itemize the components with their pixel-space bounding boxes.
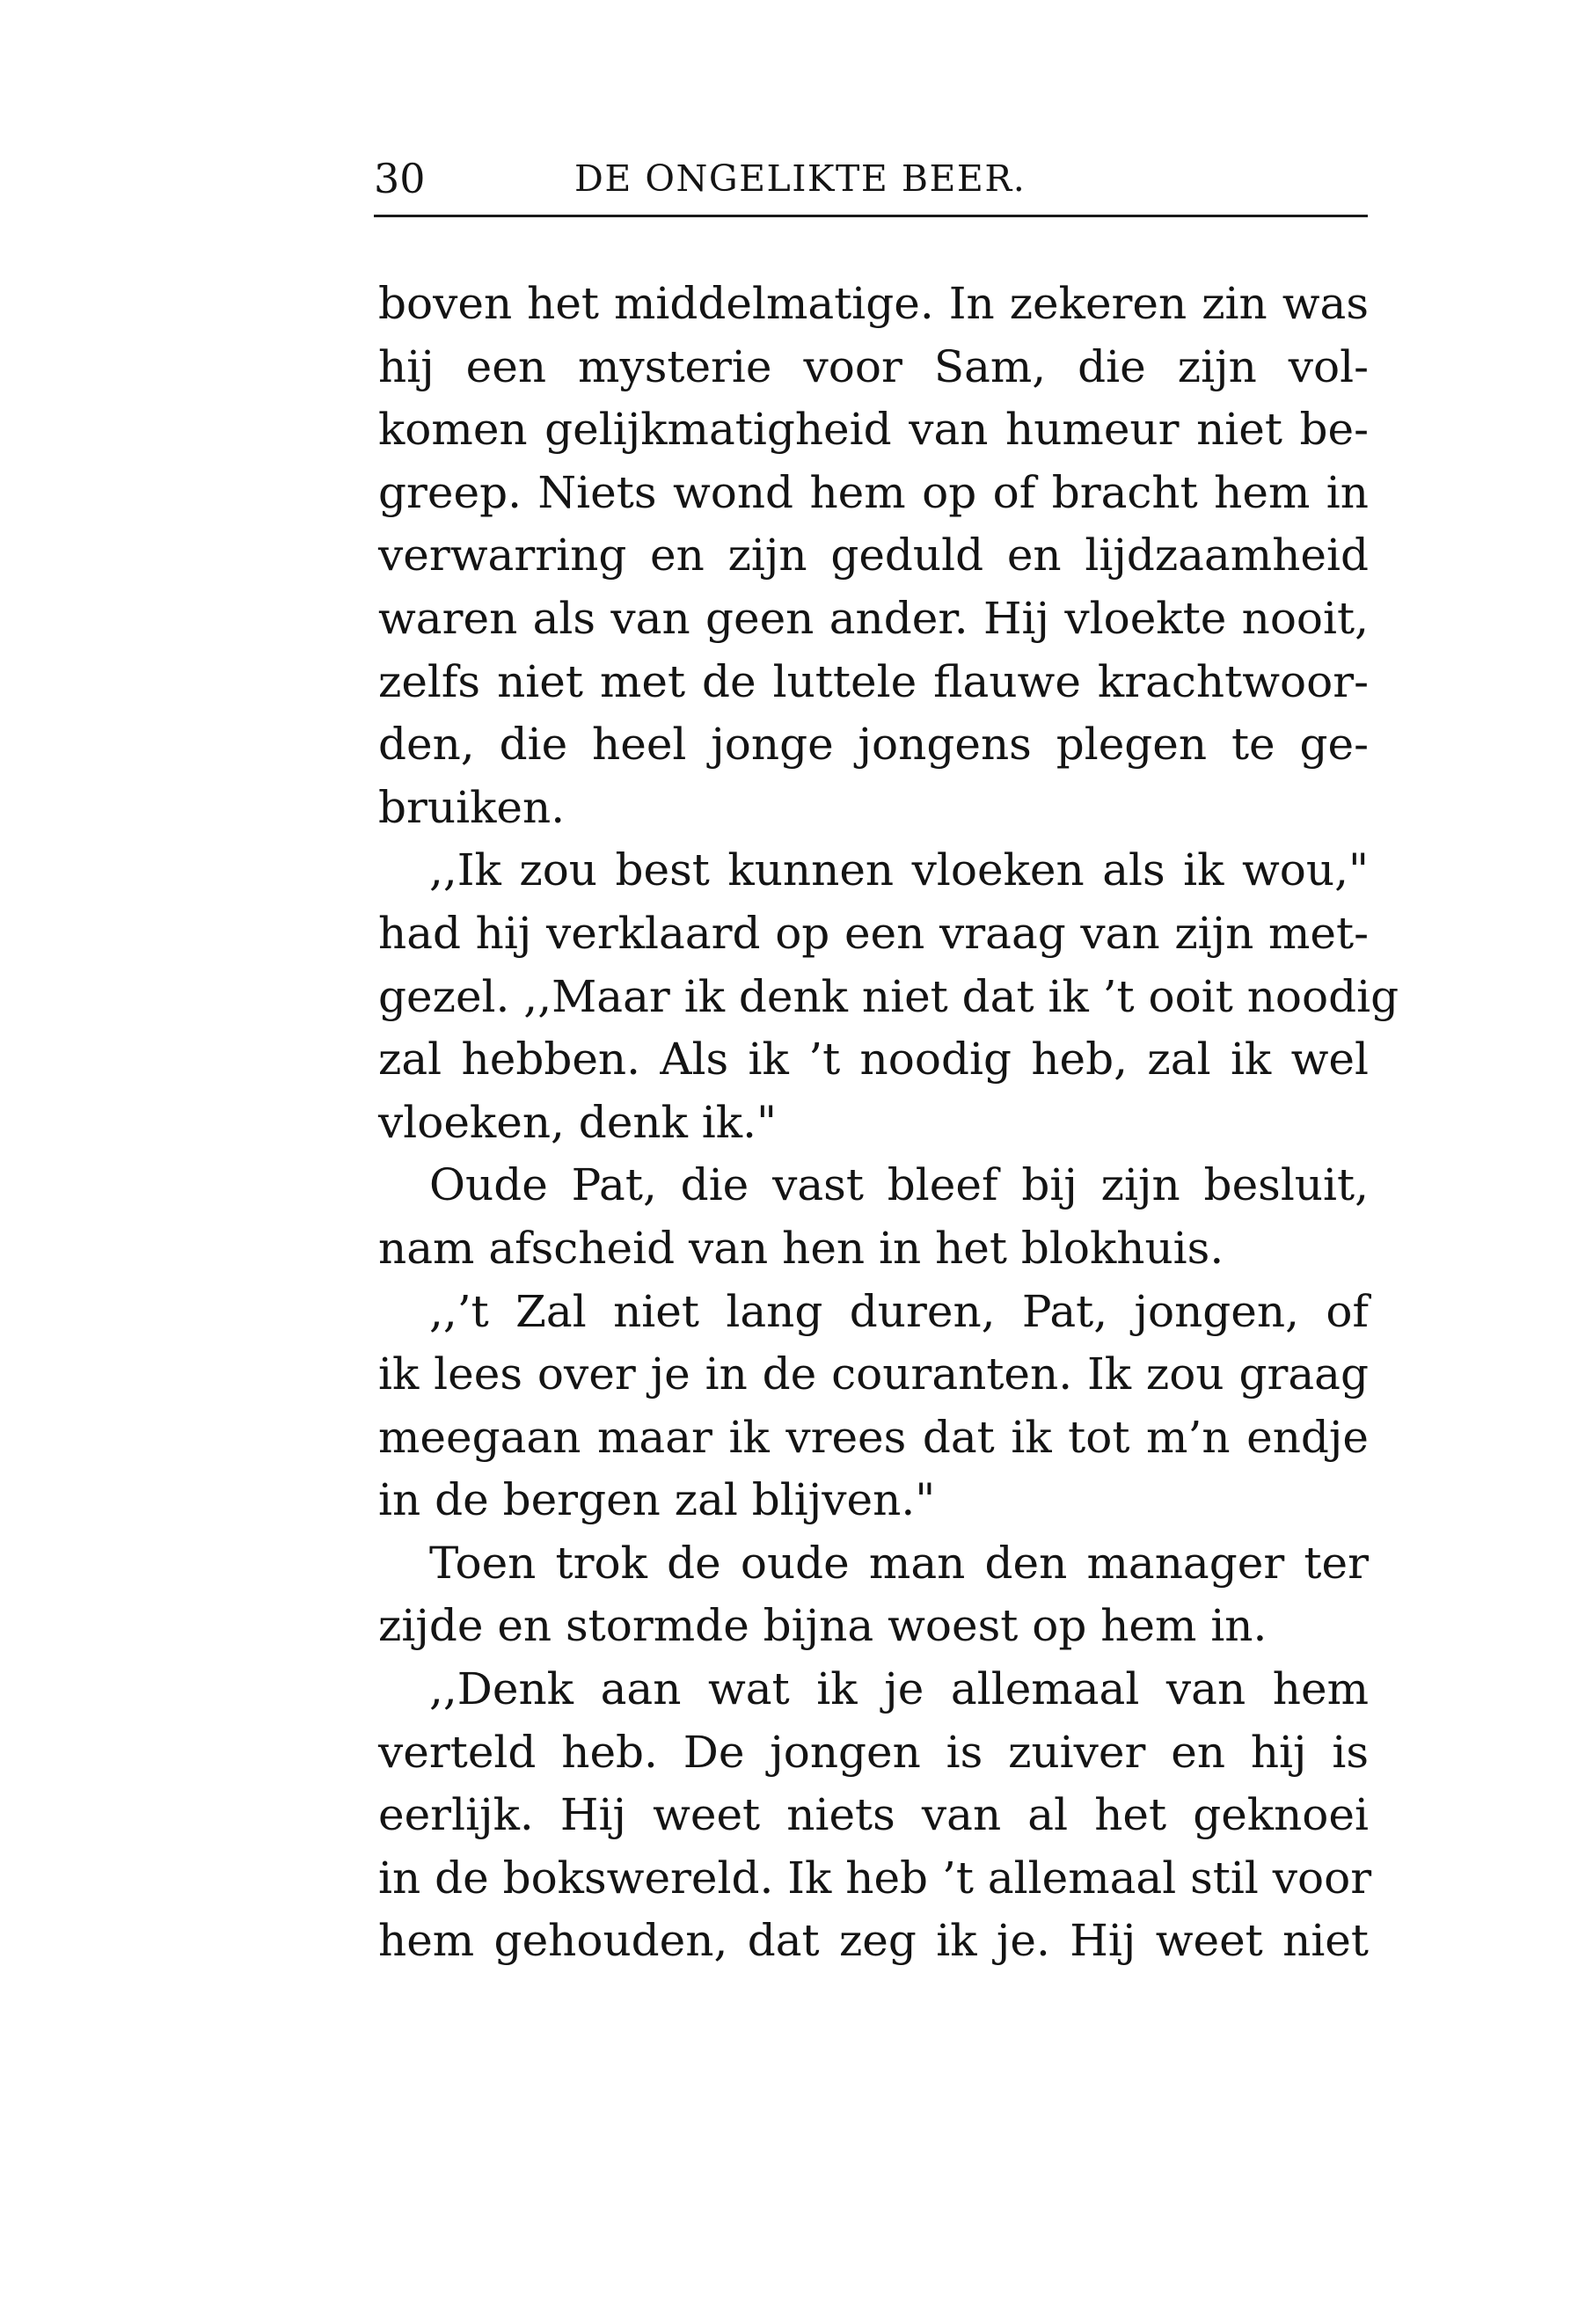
- running-title: DE ONGELIKTE BEER.: [574, 157, 1026, 200]
- text-line: verwarring en zijn geduld en lijdzaamheid: [378, 530, 1369, 581]
- text-line: had hij verklaard op een vraag van zijn met-: [378, 907, 1369, 959]
- text-line: Oude Pat, die vast bleef bij zijn besluit,: [429, 1159, 1369, 1211]
- text-line: meegaan maar ik vrees dat ik tot m’n endje: [378, 1411, 1369, 1463]
- text-line: greep. Niets wond hem op of bracht hem in: [378, 466, 1369, 518]
- body-text: [378, 273, 1399, 1973]
- text-line: eerlijk. Hij weet niets van al het geknoei: [378, 1789, 1369, 1841]
- text-line: zelfs niet met de luttele flauwe krachtwoor-: [378, 655, 1369, 707]
- text-line: boven het middelmatige. In zekeren zin was: [378, 278, 1369, 329]
- text-line: verteld heb. De jongen is zuiver en hij is: [378, 1726, 1369, 1778]
- text-line: ik lees over je in de couranten. Ik zou graag: [378, 1348, 1369, 1400]
- text-line: nam afscheid van hen in het blokhuis.: [378, 1222, 1224, 1274]
- text-line: in de bokswereld. Ik heb ’t allemaal stil voor: [378, 1852, 1372, 1904]
- text-line: ,,’t Zal niet lang duren, Pat, jongen, of: [429, 1285, 1369, 1337]
- text-line: zal hebben. Als ik ’t noodig heb, zal ik wel: [378, 1034, 1369, 1085]
- text-line: bruiken.: [378, 781, 566, 833]
- text-line: zijde en stormde bijna woest op hem in.: [378, 1600, 1268, 1652]
- text-line: hij een mysterie voor Sam, die zijn vol-: [378, 340, 1369, 392]
- page-header: [374, 148, 1372, 216]
- page-number: 30: [374, 155, 426, 202]
- header-rule: [374, 215, 1368, 217]
- text-line: Toen trok de oude man den manager ter: [429, 1537, 1369, 1589]
- text-line: waren als van geen ander. Hij vloekte nooit,: [378, 592, 1369, 644]
- text-line: komen gelijkmatigheid van humeur niet be-: [378, 404, 1369, 456]
- text-line: ,,Ik zou best kunnen vloeken als ik wou,": [429, 844, 1369, 896]
- text-line: hem gehouden, dat zeg ik je. Hij weet niet: [378, 1915, 1369, 1967]
- text-line: vloeken, denk ik.": [378, 1096, 777, 1148]
- text-line: ,,Denk aan wat ik je allemaal van hem: [429, 1663, 1369, 1715]
- text-line: in de bergen zal blijven.": [378, 1474, 936, 1526]
- text-line: gezel. ,,Maar ik denk niet dat ik ’t ooit noodig: [378, 970, 1399, 1022]
- text-line: den, die heel jonge jongens plegen te ge-: [378, 719, 1369, 771]
